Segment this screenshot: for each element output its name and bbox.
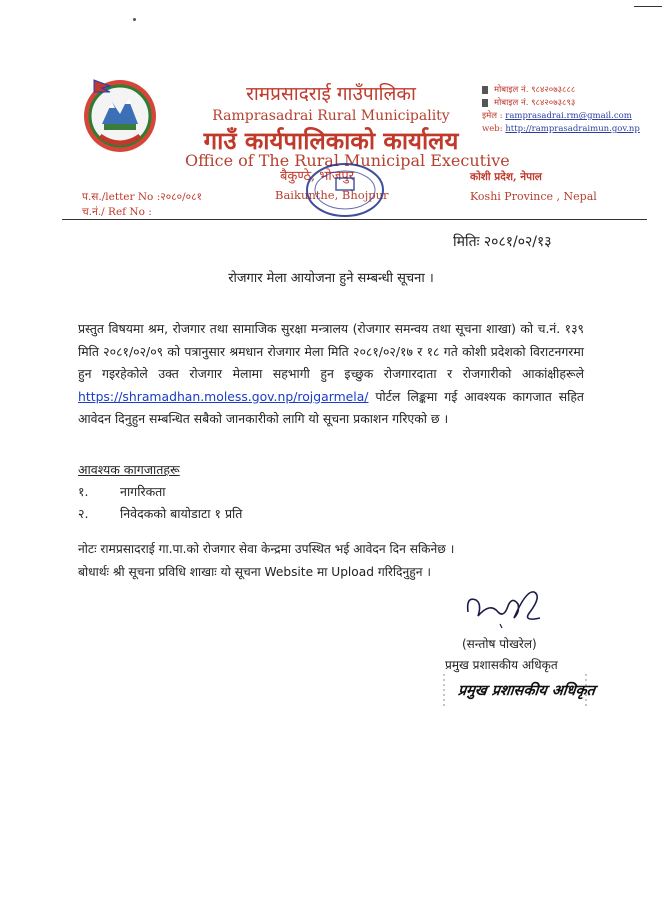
mobile-2: मोबाइल नं. ९८४२०७३८९३ — [494, 98, 576, 108]
email-label: इमेल : — [482, 111, 503, 121]
speck — [133, 18, 136, 21]
notice-body — [78, 318, 584, 431]
documents-heading: आवश्यक कागजातहरू — [78, 462, 180, 477]
letter-number: प.स./letter No :२०८०/०८१ — [82, 191, 202, 203]
signer-title: प्रमुख प्रशासकीय अधिकृत — [445, 658, 558, 672]
title-seal-stamp: प्रमुख प्रशासकीय अधिकृत — [457, 683, 596, 699]
reference-number: च.नं./ Ref No : — [82, 206, 152, 218]
mobile-1: मोबाइल नं. ९८४२०७३८८८ — [494, 85, 576, 95]
office-name-en: Office of The Rural Municipal Executive — [185, 151, 510, 170]
note-line: नोटः रामप्रसादराई गा.पा.को रोजगार सेवा केन्द्रमा उपस्थित भई आवेदन दिन सकिनेछ । — [78, 542, 455, 556]
email-link[interactable]: ramprasadrai.rm@gmail.com — [505, 111, 632, 121]
phone-icon — [482, 86, 488, 94]
body-text-1: प्रस्तुत विषयमा श्रम, रोजगार तथा सामाजिक सुरक्षा मन्त्रालय (रोजगार समन्वय तथा सूचना शाखा) को च.नं. १३९ मिति २०८१/०२/०९ को पत्रानुसार श्रमधान रोजगार मेला मिति २०८१/०२/१७ र १८ गते कोशी प्रदेशको विराटनगरमा हुन गइरहेकोले उक्त रोजगार मेलामा सहभागी हुन इच्छुक रोजगारदाता र रोजगारीको आकांक्षीहरूले — [78, 321, 584, 381]
web-label: web: — [482, 124, 503, 134]
province-np: कोशी प्रदेश, नेपाल — [470, 171, 542, 183]
document-text: नागरिकता — [120, 484, 166, 499]
web-link[interactable]: http://ramprasadraimun.gov.np — [505, 124, 640, 134]
place-en: Baikunthe, Bhojpur — [275, 188, 389, 202]
signer-name: (सन्तोष पोखरेल) — [462, 637, 537, 651]
mobile-line-2 — [482, 97, 640, 110]
cc-line: बोधार्थः श्री सूचना प्रविधि शाखाः यो सूचना Website मा Upload गरिदिनुहुन । — [78, 565, 431, 579]
place-np: बैकुण्ठे, भोजपुर — [280, 169, 355, 184]
document-text: निवेदकको बायोडाटा १ प्रति — [120, 506, 243, 521]
web-line — [482, 123, 640, 136]
document-number: १. — [78, 484, 89, 499]
document-number: २. — [78, 506, 89, 521]
corner-line — [634, 6, 662, 7]
province-en: Koshi Province , Nepal — [470, 190, 597, 203]
municipality-name-en: Ramprasadrai Rural Municipality — [212, 108, 450, 124]
document-item — [78, 483, 166, 500]
signature-icon — [460, 582, 550, 630]
document-item — [78, 505, 242, 522]
portal-link[interactable]: https://shramadhan.moless.gov.np/rojgarmela/ — [78, 388, 369, 404]
contact-block — [482, 84, 640, 136]
body-text-2: पोर्टल लिङ्कमा गई आवश्यक कागजात सहित आवेदन दिनुहुन सम्बन्धित सबैको जानकारीको लागि यो सूचना प्रकाशन गरिएको छ । — [78, 388, 584, 426]
notice-subject: रोजगार मेला आयोजना हुने सम्बन्धी सूचना । — [228, 271, 434, 286]
municipality-name-np: रामप्रसादराई गाउँपालिका — [246, 83, 416, 105]
office-stamp-icon — [300, 160, 390, 220]
office-name-np: गाउँ कार्यपालिकाको कार्यालय — [203, 126, 459, 155]
email-line — [482, 110, 640, 123]
phone-icon — [482, 99, 488, 107]
mobile-line-1 — [482, 84, 640, 97]
header-divider — [62, 219, 647, 220]
date-line: मितिः २०८१/०२/१३ — [453, 234, 552, 250]
